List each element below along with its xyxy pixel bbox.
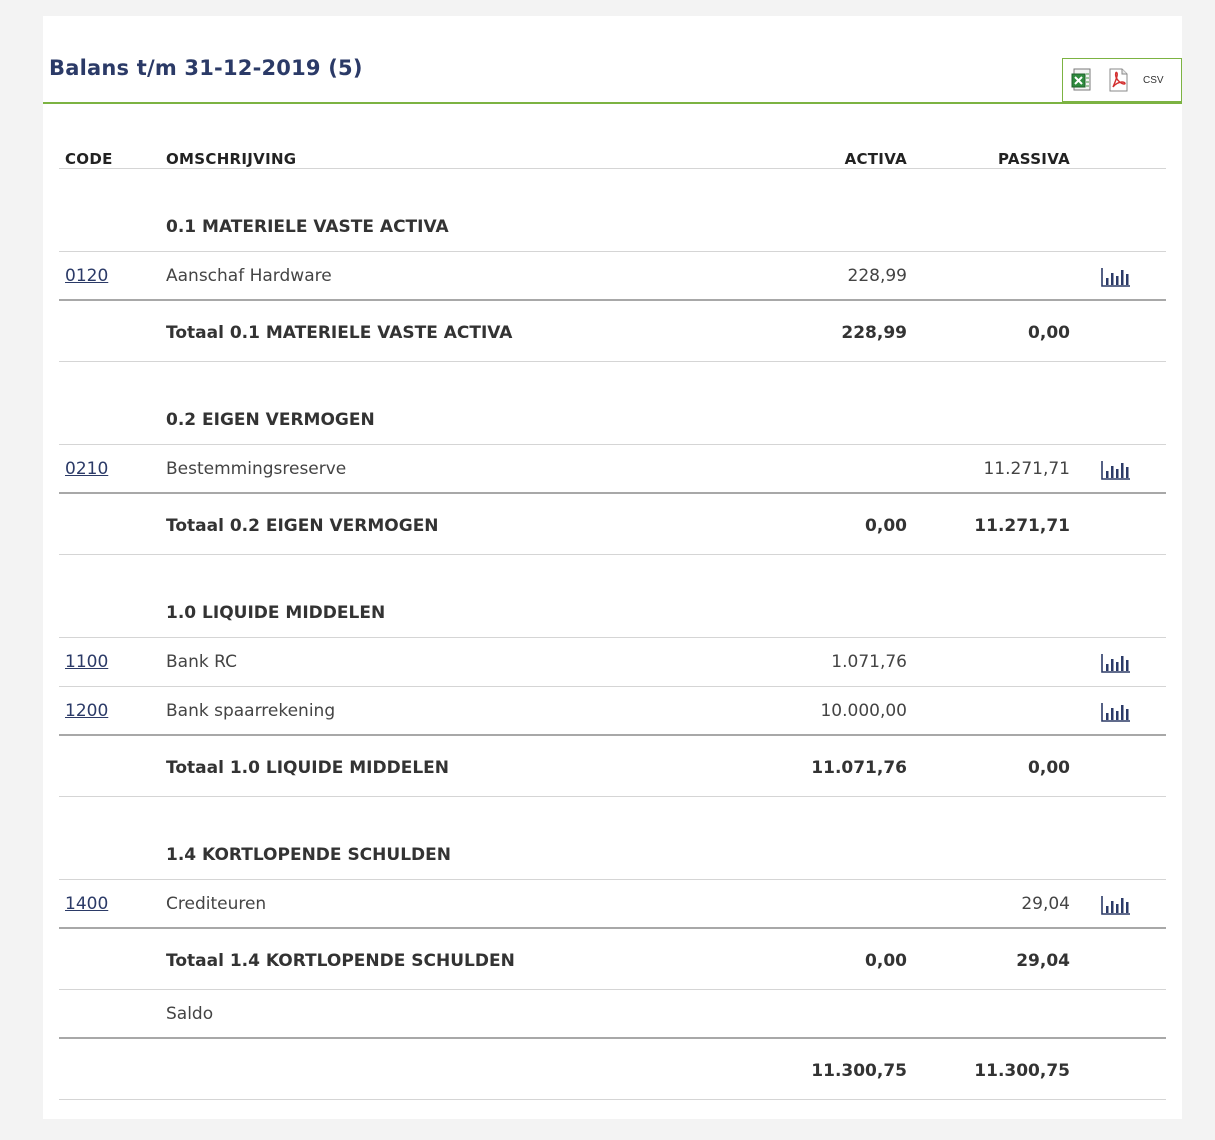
csv-label: CSV xyxy=(1143,74,1164,86)
account-description: Bank RC xyxy=(166,652,237,672)
account-code-link[interactable]: 1400 xyxy=(65,894,109,914)
group-heading-row xyxy=(59,362,1166,445)
panel-header xyxy=(43,16,1182,104)
column-header-code: CODE xyxy=(65,150,113,168)
column-header-passiva: PASSIVA xyxy=(997,150,1070,168)
group-heading: 1.0 LIQUIDE MIDDELEN xyxy=(166,603,386,623)
account-description: Bank spaarrekening xyxy=(166,701,336,721)
group-total-row xyxy=(59,736,1166,797)
grand-total-row xyxy=(59,1039,1166,1100)
total-activa: 0,00 xyxy=(865,951,907,971)
grand-total-activa: 11.300,75 xyxy=(811,1061,907,1081)
total-activa: 0,00 xyxy=(865,516,907,536)
bar-chart-icon[interactable] xyxy=(1101,701,1131,728)
total-passiva: 0,00 xyxy=(1028,758,1070,778)
account-code-link[interactable]: 0210 xyxy=(65,459,109,479)
export-csv-button[interactable] xyxy=(1143,75,1164,86)
group-total-label: Totaal 0.2 EIGEN VERMOGEN xyxy=(166,516,439,536)
group-heading-row xyxy=(59,169,1166,252)
page-title: Balans t/m 31-12-2019 (5) xyxy=(49,56,363,80)
account-code-link[interactable]: 1100 xyxy=(65,652,109,672)
column-header-activa: ACTIVA xyxy=(844,150,907,168)
account-description: Aanschaf Hardware xyxy=(166,266,332,286)
passiva-value: 11.271,71 xyxy=(983,459,1070,479)
group-total-row xyxy=(59,301,1166,362)
activa-value: 10.000,00 xyxy=(820,701,907,721)
table-row xyxy=(59,638,1166,687)
export-toolbar xyxy=(1062,58,1182,102)
group-heading: 0.2 EIGEN VERMOGEN xyxy=(166,410,375,430)
saldo-label: Saldo xyxy=(166,1004,214,1024)
group-heading: 1.4 KORTLOPENDE SCHULDEN xyxy=(166,845,451,865)
bar-chart-icon[interactable] xyxy=(1101,894,1131,921)
saldo-row xyxy=(59,990,1166,1039)
activa-value: 228,99 xyxy=(847,266,907,286)
table-header xyxy=(59,116,1166,169)
group-total-row xyxy=(59,494,1166,555)
group-total-row xyxy=(59,929,1166,990)
group-total-label: Totaal 1.4 KORTLOPENDE SCHULDEN xyxy=(166,951,515,971)
total-activa: 228,99 xyxy=(841,323,907,343)
column-header-description: OMSCHRIJVING xyxy=(166,150,297,168)
table-row xyxy=(59,880,1166,929)
bar-chart-icon[interactable] xyxy=(1101,266,1131,293)
account-description: Crediteuren xyxy=(166,894,267,914)
account-code-link[interactable]: 0120 xyxy=(65,266,109,286)
balance-panel xyxy=(43,16,1182,1119)
balance-table xyxy=(59,116,1166,1100)
bar-chart-icon[interactable] xyxy=(1101,459,1131,486)
total-activa: 11.071,76 xyxy=(811,758,907,778)
group-total-label: Totaal 1.0 LIQUIDE MIDDELEN xyxy=(166,758,449,778)
group-heading-row xyxy=(59,797,1166,880)
account-code-link[interactable]: 1200 xyxy=(65,701,109,721)
bar-chart-icon[interactable] xyxy=(1101,652,1131,679)
total-passiva: 11.271,71 xyxy=(974,516,1070,536)
passiva-value: 29,04 xyxy=(1021,894,1070,914)
total-passiva: 29,04 xyxy=(1016,951,1070,971)
grand-total-passiva: 11.300,75 xyxy=(974,1061,1070,1081)
group-heading-row xyxy=(59,555,1166,638)
activa-value: 1.071,76 xyxy=(831,652,907,672)
account-description: Bestemmingsreserve xyxy=(166,459,347,479)
export-pdf-button[interactable] xyxy=(1107,68,1129,92)
pdf-icon xyxy=(1107,68,1129,92)
export-excel-button[interactable] xyxy=(1071,68,1093,92)
group-heading: 0.1 MATERIELE VASTE ACTIVA xyxy=(166,217,449,237)
excel-icon xyxy=(1071,68,1093,92)
table-row xyxy=(59,252,1166,301)
table-row xyxy=(59,445,1166,494)
group-total-label: Totaal 0.1 MATERIELE VASTE ACTIVA xyxy=(166,323,513,343)
total-passiva: 0,00 xyxy=(1028,323,1070,343)
table-row xyxy=(59,687,1166,736)
